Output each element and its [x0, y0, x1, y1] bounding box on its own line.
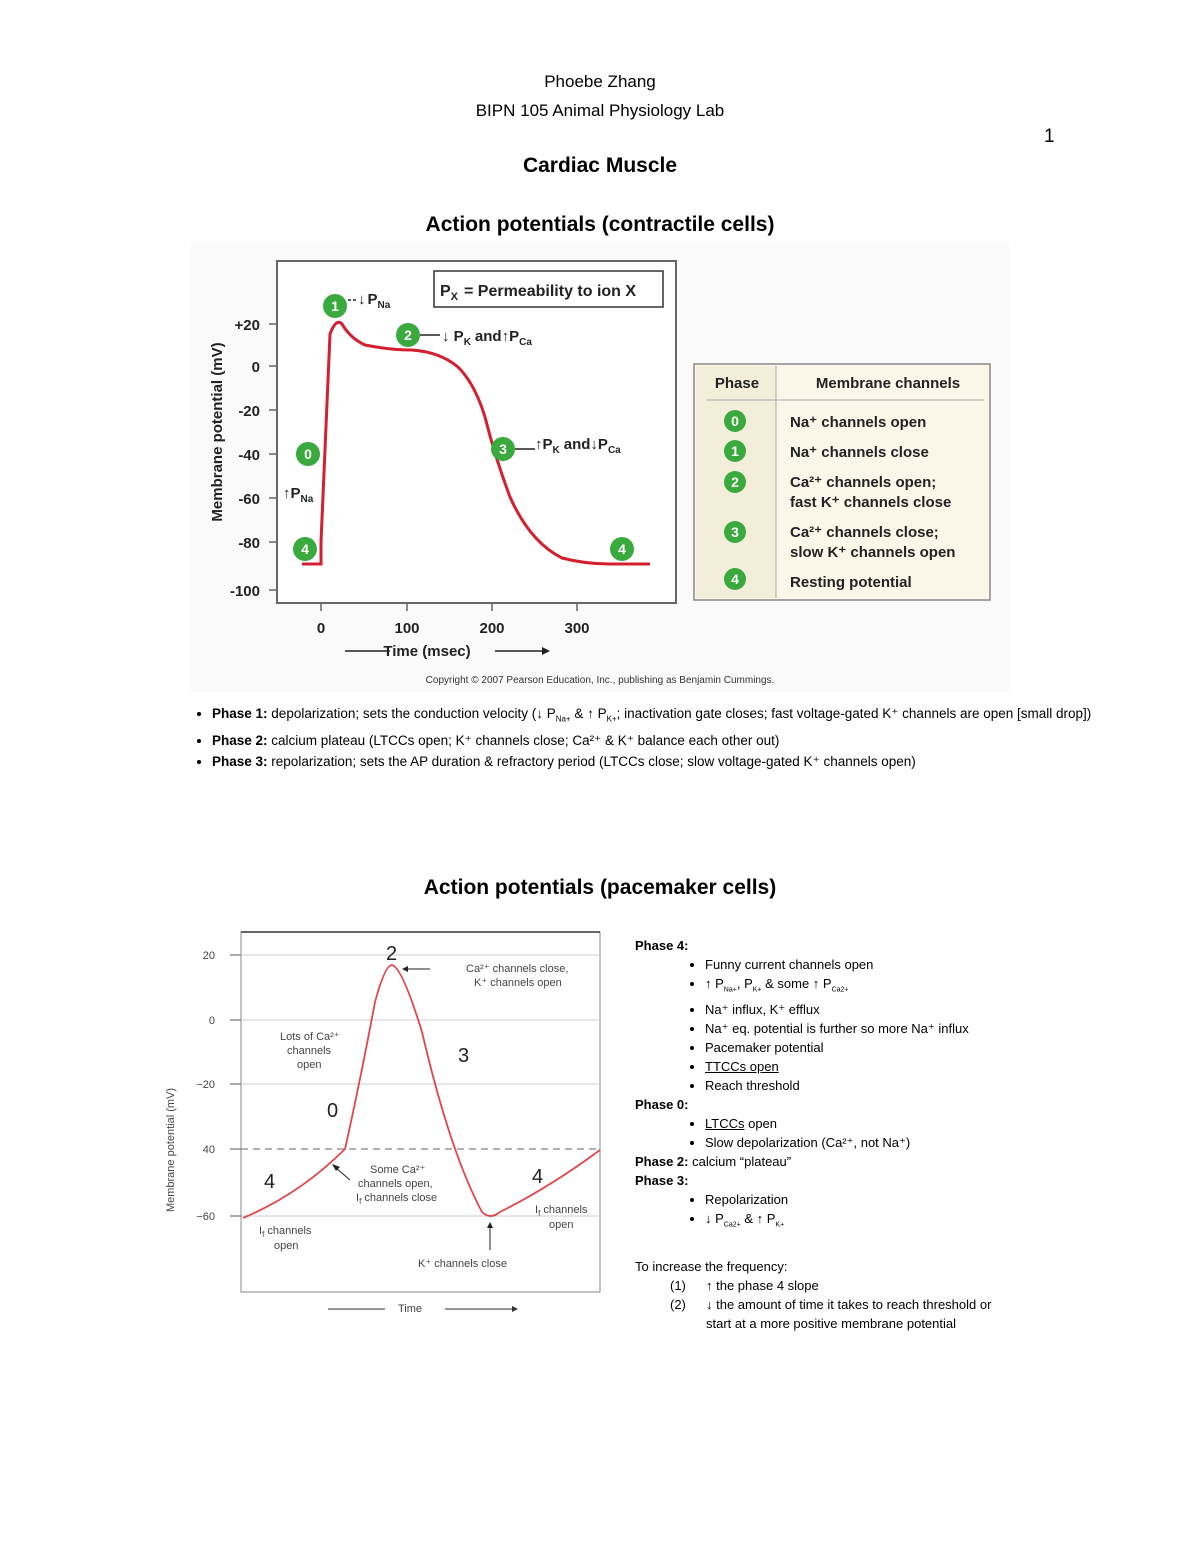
- list-item: • Phase 1: depolarization; sets the conduction velocity (↓ $P_{Na+}$ & ↑ $P_{K+}$; inactivation gate closes; fast voltage-gated K⁺ channels are open [small drop]): [212, 703, 1092, 730]
- phase-number-0: 0: [327, 1100, 339, 1122]
- ann-lots-ca: open: [297, 1059, 322, 1071]
- ytick-label: -80: [238, 535, 260, 552]
- phase3-list: [635, 1190, 1055, 1235]
- table-desc: Na⁺ channels open: [790, 414, 927, 431]
- phase4-list: [635, 955, 1055, 1095]
- legend-x: X: [450, 291, 459, 303]
- phase-number-4-left: 4: [264, 1171, 276, 1193]
- list-item: • Funny current channels open: [705, 955, 1055, 974]
- ann-lots-ca: channels: [287, 1045, 332, 1057]
- ytick-label: 40: [202, 1144, 215, 1156]
- ytick-label: 0: [251, 359, 260, 376]
- list-item: • Phase 3: repolarization; sets the AP duration & refractory period (LTCCs close; slow voltage-gated K⁺ channels open): [212, 751, 1092, 772]
- table-desc: Ca²⁺ channels close;: [790, 524, 939, 541]
- ann-k-close: K⁺ channels close: [418, 1258, 507, 1270]
- ann-if-open-left: $I_f$ channels: [259, 1225, 312, 1239]
- xtick-label: 200: [479, 620, 505, 637]
- list-item: • Pacemaker potential: [705, 1038, 1055, 1057]
- phase3-heading: Phase 3:: [635, 1172, 689, 1188]
- ytick-label: -20: [238, 403, 260, 420]
- phase-badge-label: 2: [404, 327, 412, 343]
- phase-badge-label: 4: [301, 541, 309, 557]
- xtick-label: 100: [394, 620, 420, 637]
- phase2-note: Phase 2: calcium “plateau”: [635, 1153, 792, 1169]
- ann-if-open-right: open: [549, 1219, 574, 1231]
- table-phase: 1: [731, 443, 739, 459]
- table-phase: 4: [731, 571, 739, 587]
- list-item: • LTCCs open: [705, 1114, 1055, 1133]
- legend-rest: = Permeability to ion X: [464, 283, 637, 300]
- phase-badge-label: 0: [304, 446, 312, 462]
- figure1-xlabel: Time (msec): [383, 643, 471, 660]
- list-item: • Phase 2: calcium plateau (LTCCs open; K⁺ channels close; Ca²⁺ & K⁺ balance each other out): [212, 730, 1092, 751]
- table-phase: 2: [731, 474, 739, 490]
- list-item: • TTCCs open: [705, 1057, 1055, 1076]
- ytick-label: 0: [208, 1015, 215, 1027]
- figure1-ylabel: Membrane potential (mV): [209, 342, 226, 522]
- doc-title: Cardiac Muscle: [522, 154, 678, 177]
- course-name: BIPN 105 Animal Physiology Lab: [475, 101, 725, 120]
- phase-table: [694, 364, 990, 600]
- section1-title: Action potentials (contractile cells): [425, 213, 775, 236]
- list-item: • Na⁺ influx, K⁺ efflux: [705, 1000, 1055, 1019]
- increase-item-2-cont: start at a more positive membrane potential: [706, 1316, 957, 1332]
- ann-lots-ca: Lots of Ca²⁺: [280, 1031, 340, 1043]
- phase4-heading: Phase 4:: [635, 938, 689, 953]
- phase-number-4-right: 4: [532, 1166, 544, 1188]
- table-desc: Ca²⁺ channels open;: [790, 474, 937, 491]
- phase-badge-label: 1: [331, 298, 339, 314]
- phase-number-2: 2: [386, 943, 398, 965]
- figure2-ylabel: Membrane potential (mV): [165, 1087, 177, 1213]
- phase-number-3: 3: [458, 1045, 470, 1067]
- increase-frequency-heading: To increase the frequency:: [635, 1259, 788, 1275]
- ytick-label: -40: [238, 447, 260, 464]
- ann-some-ca: Some Ca²⁺: [370, 1164, 426, 1176]
- figure2-xlabel: Time: [397, 1303, 423, 1315]
- ann-if-close: $I_f$ channels close: [356, 1192, 438, 1206]
- list-item: • Na⁺ eq. potential is further so more Na⁺ influx: [705, 1019, 1055, 1038]
- list-item: • Repolarization: [705, 1190, 1055, 1209]
- ann-some-ca: channels open,: [358, 1178, 433, 1190]
- legend-p: P: [440, 283, 451, 300]
- ytick-label: +20: [234, 317, 260, 334]
- table-phase: 0: [731, 413, 739, 429]
- xtick-label: 300: [564, 620, 590, 637]
- ytick-label: 20: [202, 950, 215, 962]
- table-desc: Na⁺ channels close: [790, 444, 929, 461]
- ytick-label: -100: [229, 583, 260, 600]
- phase-badge-label: 3: [499, 441, 507, 457]
- list-item: • Reach threshold: [705, 1076, 1055, 1095]
- author-name: Phoebe Zhang: [544, 72, 656, 91]
- increase-item-1: (1) ↑ the phase 4 slope: [670, 1278, 819, 1294]
- page-number: 1: [1044, 126, 1055, 147]
- contractile-phase-list: [178, 703, 1092, 772]
- ann-ca-close: Ca²⁺ channels close,: [466, 963, 569, 975]
- table-col-channels: Membrane channels: [815, 375, 961, 392]
- phase0-heading: Phase 0:: [635, 1096, 689, 1112]
- pacemaker-notes: [635, 936, 1055, 1333]
- ytick-label: -60: [238, 491, 260, 508]
- ann-if-open-right: $I_f$ channels: [535, 1204, 588, 1218]
- ann-k-open: K⁺ channels open: [474, 977, 562, 989]
- phase0-list: [635, 1114, 1055, 1152]
- pna-down-label: ↓ $P_{Na}$: [358, 291, 391, 311]
- pna-up-label: $↑P_{Na}$: [283, 485, 314, 505]
- xtick-label: 0: [316, 620, 326, 637]
- phase3-perm-label: $↑P_K$ $and↓P_{Ca}$: [535, 436, 621, 456]
- figure1-copyright: Copyright © 2007 Pearson Education, Inc., publishing as Benjamin Cummings.: [425, 675, 775, 686]
- list-item: • ↓ $P_{Ca2+}$ & ↑ $P_{K+}$: [705, 1209, 1055, 1235]
- increase-item-2: (2) ↓ the amount of time it takes to reach threshold or: [670, 1297, 992, 1313]
- table-phase: 3: [731, 524, 739, 540]
- table-col-phase: Phase: [714, 375, 760, 392]
- list-item: • Slow depolarization (Ca²⁺, not Na⁺): [705, 1133, 1055, 1152]
- ann-if-open-left: open: [274, 1240, 299, 1252]
- table-desc: Resting potential: [790, 574, 912, 591]
- contractile-ap-figure: [190, 242, 1010, 692]
- ytick-label: −20: [196, 1079, 215, 1091]
- table-desc: slow K⁺ channels open: [790, 544, 956, 561]
- pacemaker-ap-figure: [160, 922, 610, 1322]
- phase2-perm-label: ↓ $P_K$ $and↑P_{Ca}$: [442, 328, 532, 348]
- table-desc: fast K⁺ channels close: [790, 494, 952, 511]
- ytick-label: −60: [196, 1211, 215, 1223]
- section2-title: Action potentials (pacemaker cells): [423, 876, 777, 899]
- list-item: • ↑ $P_{Na+}$, $P_{K+}$ & some ↑ $P_{Ca2+}$: [705, 974, 1055, 1000]
- phase-badge-label: 4: [618, 541, 626, 557]
